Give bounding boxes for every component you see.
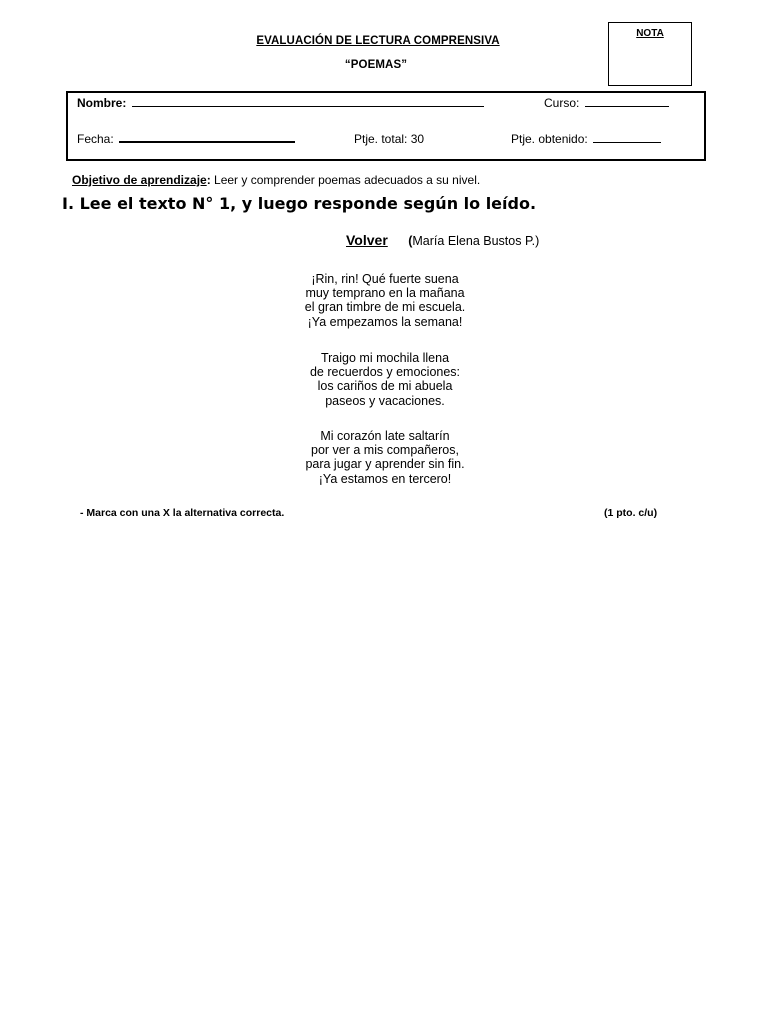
curso-row: [544, 96, 669, 110]
nota-label: NOTA: [636, 28, 664, 39]
objective-text: Leer y comprender poemas adecuados a su nivel.: [210, 173, 481, 187]
ptje-total: Ptje. total: 30: [354, 132, 425, 146]
author-name: María Elena Bustos P.): [412, 234, 540, 248]
poem-line: Traigo mi mochila llena: [320, 351, 450, 365]
curso-label: Curso:: [544, 96, 580, 110]
poem-stanza-1: [0, 272, 768, 329]
title-text: EVALUACIÓN DE LECTURA COMPRENSIVA: [256, 35, 500, 47]
ptje-obtenido-label: Ptje. obtenido:: [511, 132, 588, 146]
poem-author: [408, 234, 539, 248]
nombre-label: Nombre:: [77, 96, 127, 110]
poem-line: paseos y vacaciones.: [325, 393, 445, 408]
instruction-text: - Marca con una X la alternativa correcta.: [80, 507, 285, 519]
ptje-obtenido-field[interactable]: [593, 141, 661, 143]
poem-line: ¡Rin, rin! Qué fuerte suena: [311, 272, 459, 286]
poem-line: Mi corazón late saltarín: [320, 429, 450, 443]
author-paren: (: [408, 234, 413, 248]
nota-box[interactable]: [608, 22, 692, 86]
poem-line: el gran timbre de mi escuela.: [304, 300, 466, 315]
poem-line: de recuerdos y emociones:: [309, 365, 461, 380]
nombre-field[interactable]: [132, 105, 484, 107]
fecha-row: [77, 132, 295, 146]
learning-objective: [72, 173, 480, 187]
page-subtitle: “POEMAS”: [344, 59, 408, 71]
nombre-row: [77, 96, 484, 110]
poem-line: muy temprano en la mañana: [305, 286, 465, 301]
poem-stanza-2: [0, 351, 768, 408]
poem-line: los cariños de mi abuela: [317, 379, 453, 394]
fecha-field[interactable]: [119, 140, 295, 143]
objective-label: Objetivo de aprendizaje: [72, 173, 207, 187]
points-note: (1 pto. c/u): [604, 507, 658, 519]
poem-title-row: [346, 232, 539, 250]
section-heading: I. Lee el texto N° 1, y luego responde según lo leído.: [62, 194, 537, 213]
poem-line: ¡Ya empezamos la semana!: [307, 314, 463, 329]
poem-line: por ver a mis compañeros,: [311, 443, 459, 458]
student-info-box: [66, 91, 706, 161]
poem-line: para jugar y aprender sin fin.: [305, 457, 465, 472]
ptje-obtenido-row: [511, 132, 661, 146]
fecha-label: Fecha:: [77, 132, 114, 146]
poem-line: ¡Ya estamos en tercero!: [318, 471, 452, 486]
poem-stanza-3: [0, 429, 768, 486]
poem-title: Volver: [346, 232, 388, 248]
curso-field[interactable]: [585, 105, 669, 107]
objective-colon: :: [206, 173, 211, 187]
